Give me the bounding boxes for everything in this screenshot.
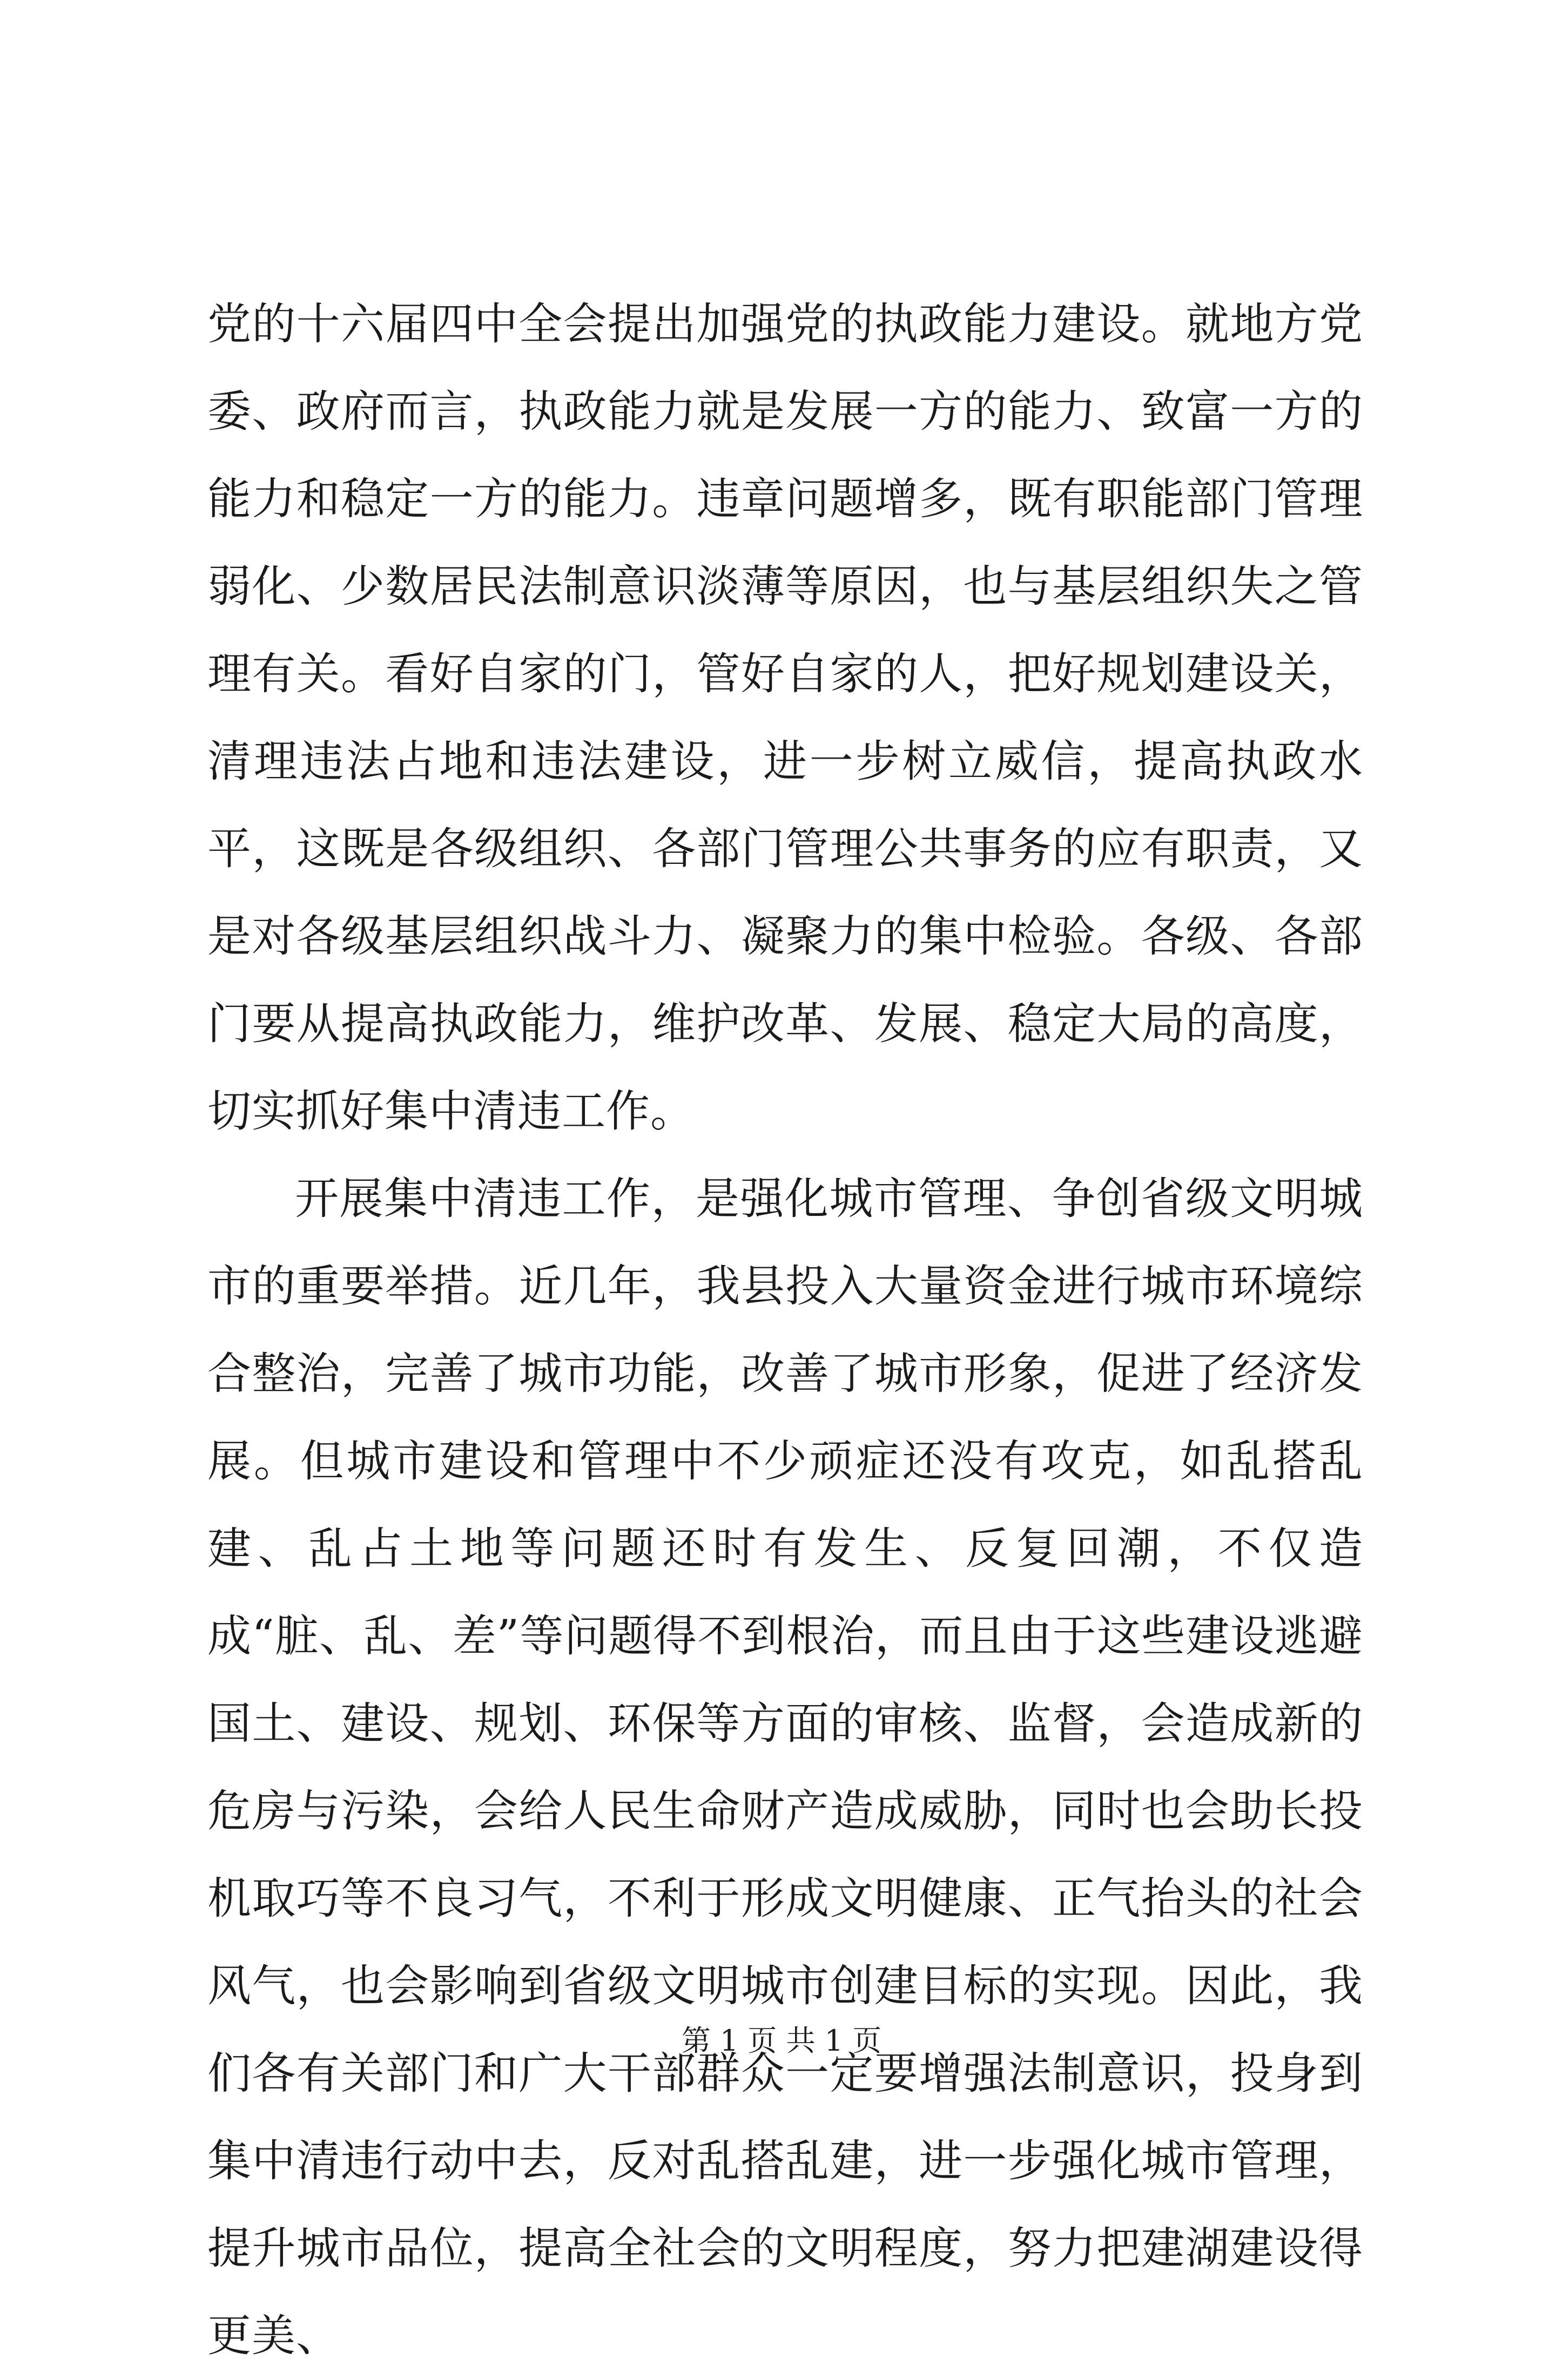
paragraph-1: 党的十六届四中全会提出加强党的执政能力建设。就地方党委、政府而言，执政能力就是发展一方的能力、致富一方的能力和稳定一方的能力。违章问题增多，既有职能部门管理弱化、少数居民法制意识淡薄等原因，也与基层组织失之管理有关。看好自家的门，管好自家的人，把好规划建设关，清理违法占地和违法建设，进一步树立威信，提高执政水平，这既是各级组织、各部门管理公共事务的应有职责，又是对各级基层组织战斗力、凝聚力的集中检验。各级、各部门要从提高执政能力，维护改革、发展、稳定大局的高度，切实抓好集中清违工作。: [207, 299, 1363, 1137]
document-body: [207, 281, 1363, 2380]
paragraph-2: 开展集中清违工作，是强化城市管理、争创省级文明城市的重要举措。近几年，我县投入大量资金进行城市环境综合整治，完善了城市功能，改善了城市形象，促进了经济发展。但城市建设和管理中不少顽症还没有攻克，如乱搭乱建、乱占土地等问题还时有发生、反复回潮，不仅造成“脏、乱、差”等问题得不到根治，而且由于这些建设逃避国土、建设、规划、环保等方面的审核、监督，会造成新的危房与污染，会给人民生命财产造成威胁，同时也会助长投机取巧等不良习气，不利于形成文明健康、正气抬头的社会风气，也会影响到省级文明城市创建目标的实现。因此，我们各有关部门和广大干部群众一定要增强法制意识，投身到集中清违行动中去，反对乱搭乱建，进一步强化城市管理，提升城市品位，提高全社会的文明程度，努力把建湖建设得更美、: [207, 1174, 1363, 2362]
page-footer: 第 1 页 共 1 页: [681, 2024, 882, 2058]
